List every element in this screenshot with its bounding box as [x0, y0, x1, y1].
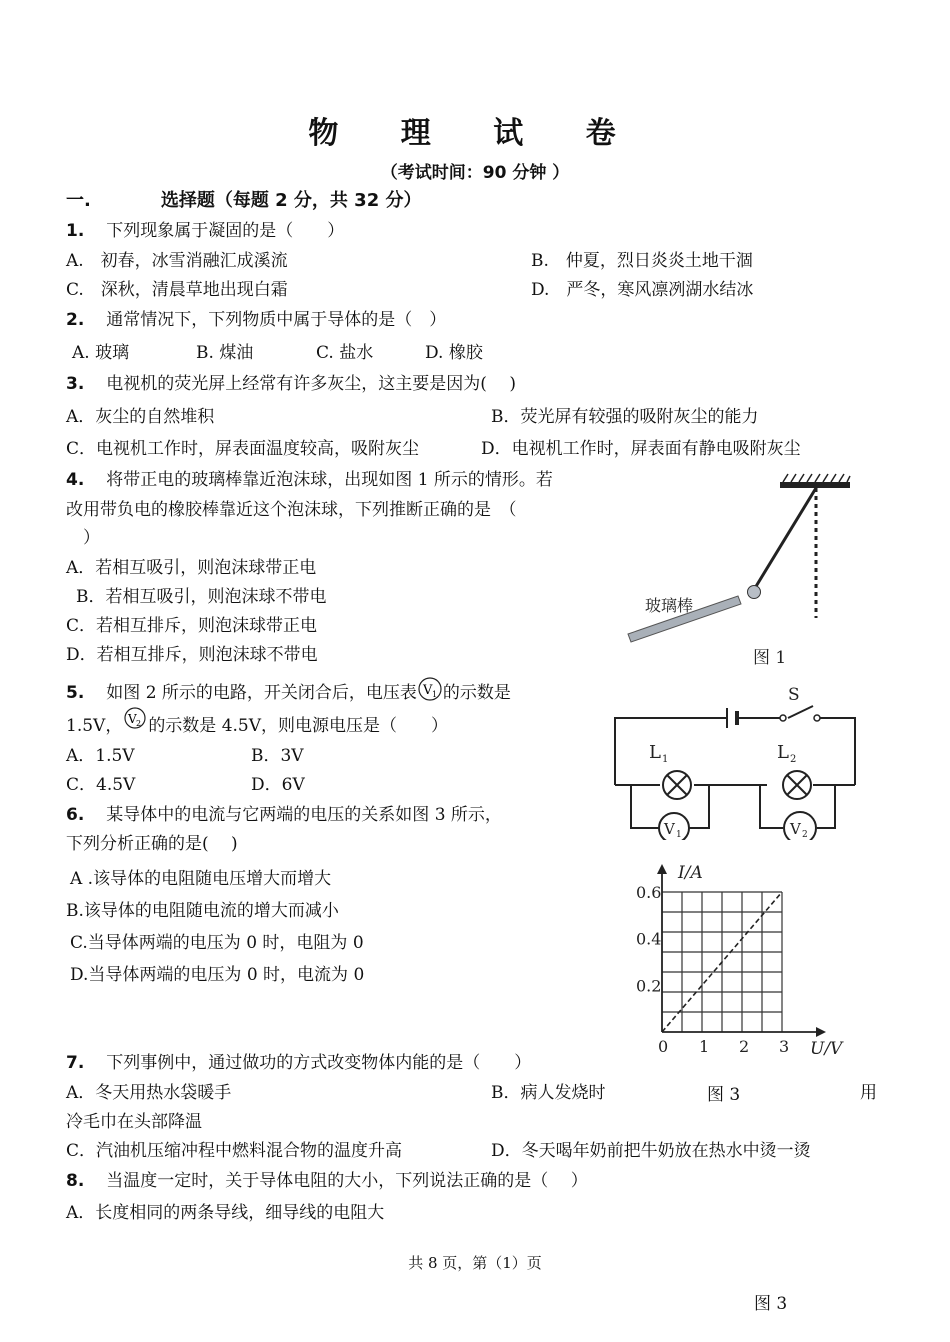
y-tick-label: 0.6	[636, 883, 662, 902]
q2-option-b: B. 煤油	[196, 343, 254, 363]
figure-3-chart	[625, 862, 850, 1067]
y-tick-label: 0.4	[636, 929, 662, 949]
foam-ball	[748, 586, 761, 599]
lamp-2	[783, 771, 811, 799]
question-2-stem: 2. 通常情况下，下列物质中属于导体的是（ ）	[66, 310, 447, 330]
q3-option-b: B．荧光屏有较强的吸附灰尘的能力	[491, 407, 759, 427]
x-tick-label: 2	[739, 1037, 750, 1056]
q5-option-c: C．4.5V	[66, 775, 136, 795]
q8-option-a: A．长度相同的两条导线，细导线的电阻大	[66, 1203, 385, 1223]
q3-option-a: A．灰尘的自然堆积	[66, 407, 215, 427]
q7-option-b: B．病人发烧时	[491, 1083, 606, 1103]
svg-text:V: V	[664, 820, 675, 838]
pendulum-thread	[755, 488, 816, 588]
page-title: 物 理 试 卷	[308, 116, 642, 151]
question-1-stem: 1. 下列现象属于凝固的是（ ）	[66, 221, 345, 241]
lamp-2-subscript: 2	[790, 754, 797, 765]
ceiling-hatching	[783, 474, 850, 482]
exam-duration: （考试时间：90 分钟 ）	[380, 163, 570, 183]
x-tick-label: 3	[779, 1037, 790, 1056]
x-tick-label: 0	[658, 1037, 669, 1056]
voltmeter-v2	[784, 812, 816, 840]
q2-option-a: A. 玻璃	[72, 343, 130, 363]
figure-1	[620, 470, 860, 680]
question-8-stem: 8. 当温度一定时，关于导体电阻的大小，下列说法正确的是（ ）	[66, 1171, 588, 1191]
voltmeter-v2-symbol	[122, 712, 148, 737]
q1-option-c: C. 深秋，清晨草地出现白霜	[66, 280, 288, 300]
q7-option-b-continued: 冷毛巾在头部降温	[66, 1112, 202, 1132]
question-5-stem: 5. 如图 2 所示的电路，开关闭合后，电压表 V 1 的示数是	[66, 678, 511, 704]
voltmeter-v1	[659, 813, 689, 840]
section-heading	[66, 186, 421, 212]
q4-option-c: C．若相互排斥，则泡沫球带正电	[66, 616, 318, 636]
wire-top-right	[817, 718, 855, 785]
q6-option-d: D.当导体两端的电压为 0 时，电流为 0	[70, 965, 365, 985]
svg-text:V: V	[128, 712, 137, 726]
question-5-stem-line2: 1.5V， V 2 的示数是 4.5V，则电源电压是（ ）	[66, 711, 448, 737]
q5-option-a: A．1.5V	[66, 746, 135, 766]
q4-option-b: B．若相互吸引，则泡沫球不带电	[76, 587, 327, 607]
ceiling-support	[780, 482, 850, 488]
svg-text:2: 2	[136, 719, 142, 728]
question-4-stem: 4. 将带正电的玻璃棒靠近泡沫球，出现如图 1 所示的情形。若	[66, 470, 553, 490]
lamp-2-label: L	[777, 742, 789, 763]
svg-text:1: 1	[431, 690, 438, 699]
q2-option-c: C. 盐水	[316, 343, 374, 363]
v1-branch-right	[689, 785, 709, 828]
svg-text:1: 1	[676, 830, 682, 840]
svg-text:2: 2	[802, 830, 808, 840]
x-axis-arrow	[816, 1027, 826, 1037]
q6-option-a: A .该导体的电阻随电压增大而增大	[70, 869, 332, 889]
q6-option-b: B.该导体的电阻随电流的增大而减小	[66, 901, 339, 921]
lamp-1-label: L	[649, 742, 661, 763]
x-tick-label: 1	[699, 1037, 710, 1056]
svg-text:V: V	[790, 820, 801, 838]
voltmeter-v1-symbol	[417, 682, 443, 704]
question-4-stem-line3: ）	[66, 528, 100, 548]
figure-3-caption-bottom: 图 3	[754, 1294, 788, 1314]
q3-option-d: D．电视机工作时，屏表面有静电吸附灰尘	[481, 439, 801, 459]
q3-option-c: C．电视机工作时，屏表面温度较高，吸附灰尘	[66, 439, 420, 459]
svg-text:V: V	[422, 683, 433, 698]
lamp-1	[663, 771, 691, 799]
switch-contact-right	[814, 715, 820, 721]
question-6-stem: 6. 某导体中的电流与它两端的电压的关系如图 3 所示，	[66, 805, 502, 825]
q6-option-c: C.当导体两端的电压为 0 时，电阻为 0	[70, 933, 364, 953]
lamp-1-subscript: 1	[662, 754, 669, 765]
y-tick-label: 0.2	[636, 976, 662, 996]
question-3-stem: 3. 电视机的荧光屏上经常有许多灰尘，这主要是因为( )	[66, 374, 516, 394]
section-title: 选择题（每题 2 分，共 32 分）	[160, 190, 422, 211]
page-footer: 共 8 页，第（1）页	[408, 1254, 542, 1272]
q7-option-a: A．冬天用热水袋暖手	[66, 1083, 232, 1103]
x-axis-label: U/V	[810, 1039, 843, 1059]
switch-lever	[788, 706, 813, 718]
v2-branch-right	[817, 785, 835, 828]
question-7-stem: 7. 下列事例中，通过做功的方式改变物体内能的是（ ）	[66, 1053, 532, 1073]
switch-contact-left	[780, 715, 786, 721]
glass-rod-label: 玻璃棒	[645, 596, 694, 615]
figure-3-caption: 图 3	[707, 1085, 741, 1105]
question-6-stem-line2: 下列分析正确的是( )	[66, 834, 238, 854]
y-axis-label: I/A	[678, 863, 703, 883]
q1-option-d: D. 严冬，寒风凛冽湖水结冰	[531, 280, 754, 300]
v2-branch-left	[760, 785, 783, 828]
q1-option-b: B. 仲夏，烈日炎炎土地干涸	[531, 251, 753, 271]
v1-branch-left	[631, 785, 659, 828]
q1-option-a: A. 初春，冰雪消融汇成溪流	[66, 251, 288, 271]
question-4-stem-line2: 改用带负电的橡胶棒靠近这个泡沫球，下列推断正确的是 （	[66, 500, 517, 520]
q4-option-a: A．若相互吸引，则泡沫球带正电	[66, 558, 317, 578]
q2-option-d: D. 橡胶	[425, 343, 483, 363]
q7-option-c: C．汽油机压缩冲程中燃料混合物的温度升高	[66, 1141, 403, 1161]
figure-2-circuit	[605, 680, 865, 840]
q7-option-b-tail: 用	[860, 1083, 877, 1103]
q7-option-d: D．冬天喝年奶前把牛奶放在热水中烫一烫	[491, 1141, 811, 1161]
figure-1-caption: 图 1	[753, 648, 787, 668]
q4-option-d: D．若相互排斥，则泡沫球不带电	[66, 645, 318, 665]
switch-label: S	[788, 685, 800, 705]
q5-option-b: B．3V	[251, 746, 304, 766]
section-number: 一.	[66, 190, 91, 211]
y-axis-arrow	[657, 864, 667, 874]
q5-option-d: D．6V	[251, 775, 305, 795]
